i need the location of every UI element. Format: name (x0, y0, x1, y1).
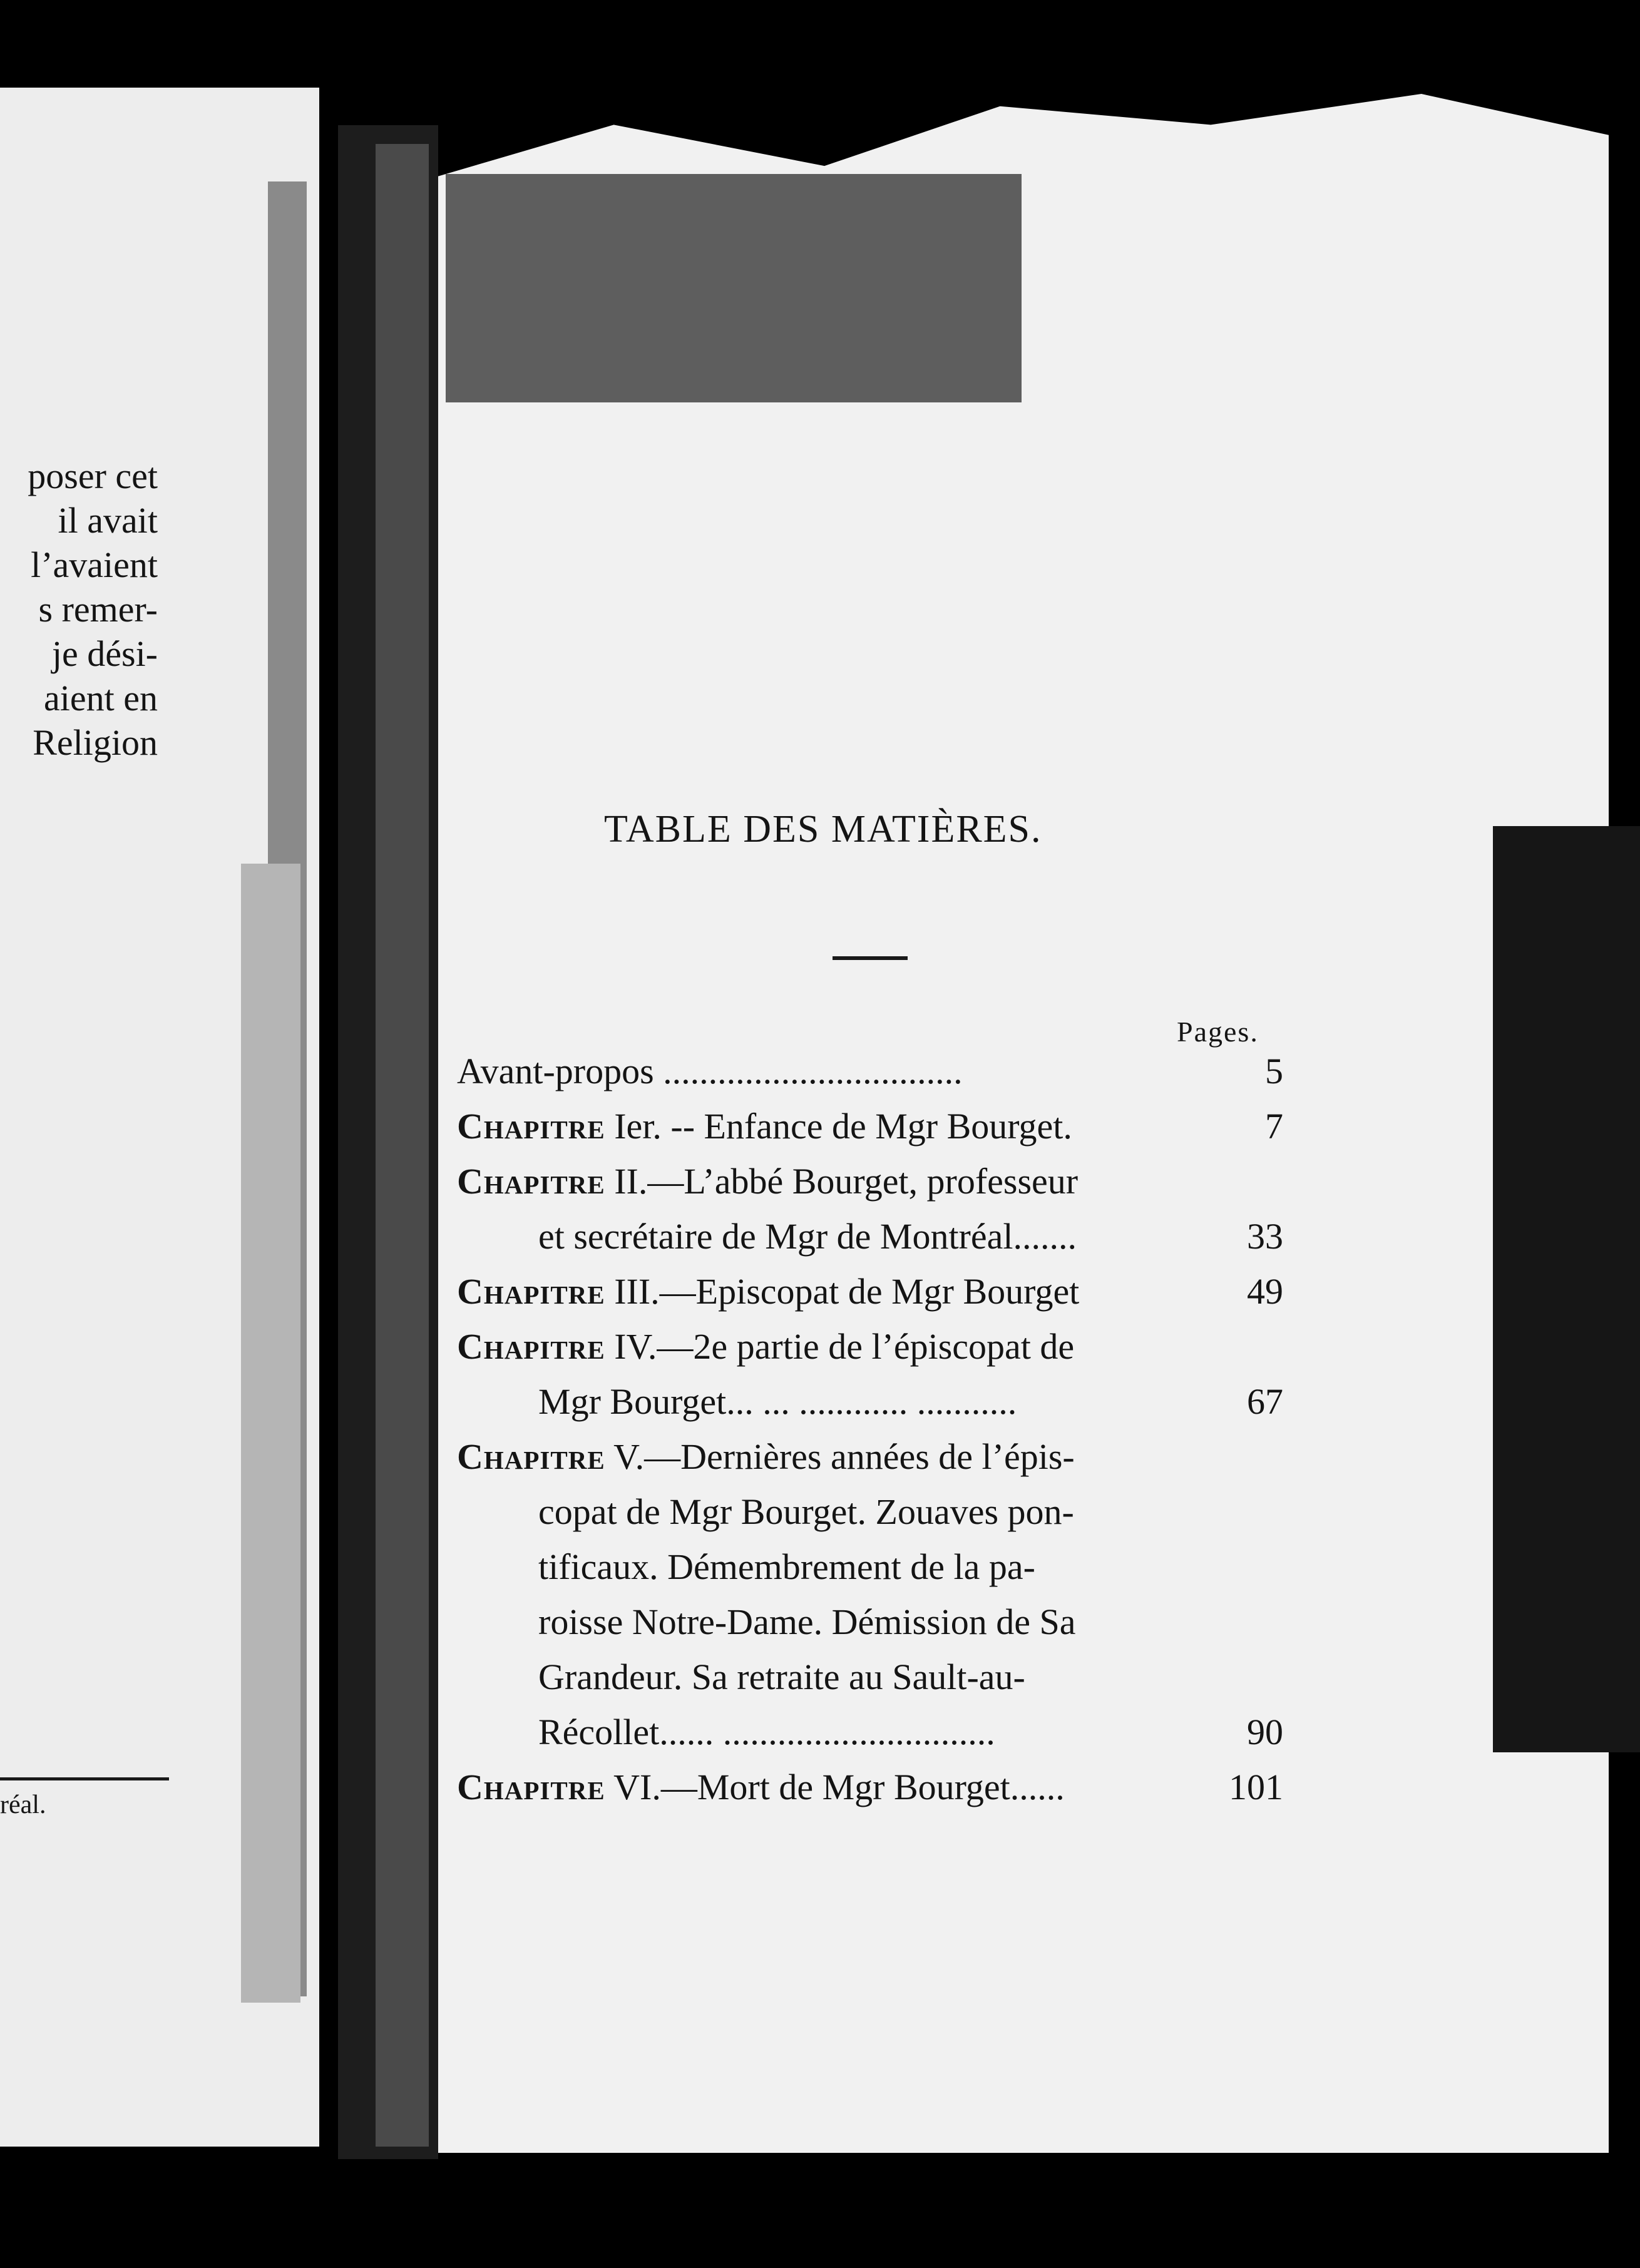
spine-binding (376, 144, 429, 2147)
toc-entry (457, 1429, 1283, 1484)
toc-entry-continuation (457, 1484, 1283, 1540)
toc-entry-text: copat de Mgr Bourget. Zouaves pon- (538, 1491, 1074, 1532)
left-text-line: s remer- (38, 589, 158, 630)
toc-entry-continuation (457, 1705, 1283, 1760)
toc-entry (457, 1319, 1283, 1374)
toc-entry-label: Chapitre (457, 1436, 605, 1477)
toc-entry-label: Chapitre (457, 1767, 605, 1807)
toc-entry-continuation (457, 1650, 1283, 1705)
left-page-text (0, 454, 158, 765)
toc-entry-page: 101 (1229, 1767, 1283, 1807)
toc-entry-continuation (457, 1374, 1283, 1429)
toc-entry-text: Ier. -- Enfance de Mgr Bourget. (605, 1106, 1072, 1147)
toc-entry (457, 1154, 1283, 1209)
toc-entry-text: III.—Episcopat de Mgr Bourget (605, 1271, 1080, 1312)
left-text-line: aient en (44, 678, 158, 718)
torn-page-edge (1493, 826, 1640, 1752)
toc-entry-text: VI.—Mort de Mgr Bourget...... (605, 1767, 1065, 1807)
toc-entry-text: Avant-propos ................................. (457, 1051, 963, 1091)
toc-entry (457, 1760, 1283, 1815)
toc-entry-text: V.—Dernières années de l’épis- (605, 1436, 1075, 1477)
toc-entry-page: 67 (1247, 1381, 1283, 1422)
toc-entry (457, 1044, 1283, 1099)
toc-entry-text: tificaux. Démembrement de la pa- (538, 1546, 1035, 1587)
toc-entry-continuation (457, 1595, 1283, 1650)
toc-list (457, 1044, 1283, 1815)
toc-entry-page: 33 (1247, 1216, 1283, 1257)
left-page-edge-highlight (241, 864, 300, 2003)
toc-entry-continuation (457, 1540, 1283, 1595)
left-text-line: poser cet (28, 456, 158, 496)
left-text-line: l’avaient (31, 544, 158, 585)
toc-entry-text: roisse Notre-Dame. Démission de Sa (538, 1601, 1076, 1642)
left-footer-rule (0, 1777, 169, 1780)
left-text-line: il avait (58, 500, 158, 541)
toc-entry (457, 1099, 1283, 1154)
toc-entry-page: 49 (1247, 1271, 1283, 1312)
toc-pages-heading: Pages. (1177, 1016, 1259, 1048)
toc-entry-label: Chapitre (457, 1271, 605, 1312)
toc-entry (457, 1264, 1283, 1319)
page-stain (446, 174, 1022, 402)
toc-divider (833, 956, 908, 960)
left-text-line: Religion (33, 722, 158, 763)
toc-entry-label: Chapitre (457, 1326, 605, 1367)
toc-entry-page: 7 (1265, 1106, 1283, 1147)
left-footer-text: réal. (0, 1790, 46, 1819)
toc-entry-text: IV.—2e partie de l’épiscopat de (605, 1326, 1075, 1367)
toc-entry-label: Chapitre (457, 1161, 605, 1202)
toc-entry-text: et secrétaire de Mgr de Montréal....... (538, 1216, 1077, 1257)
toc-entry-text: Récollet...... .............................. (538, 1712, 995, 1752)
toc-entry-label: Chapitre (457, 1106, 605, 1147)
toc-entry-text: Mgr Bourget... ... ............ ........... (538, 1381, 1017, 1422)
toc-entry-text: II.—L’abbé Bourget, professeur (605, 1161, 1079, 1202)
toc-entry-text: Grandeur. Sa retraite au Sault-au- (538, 1657, 1025, 1697)
toc-title: TABLE DES MATIÈRES. (604, 808, 1042, 850)
left-text-line: je dési- (51, 633, 158, 674)
toc-entry-page: 5 (1265, 1051, 1283, 1091)
toc-entry-continuation (457, 1209, 1283, 1264)
toc-entry-page: 90 (1247, 1712, 1283, 1752)
